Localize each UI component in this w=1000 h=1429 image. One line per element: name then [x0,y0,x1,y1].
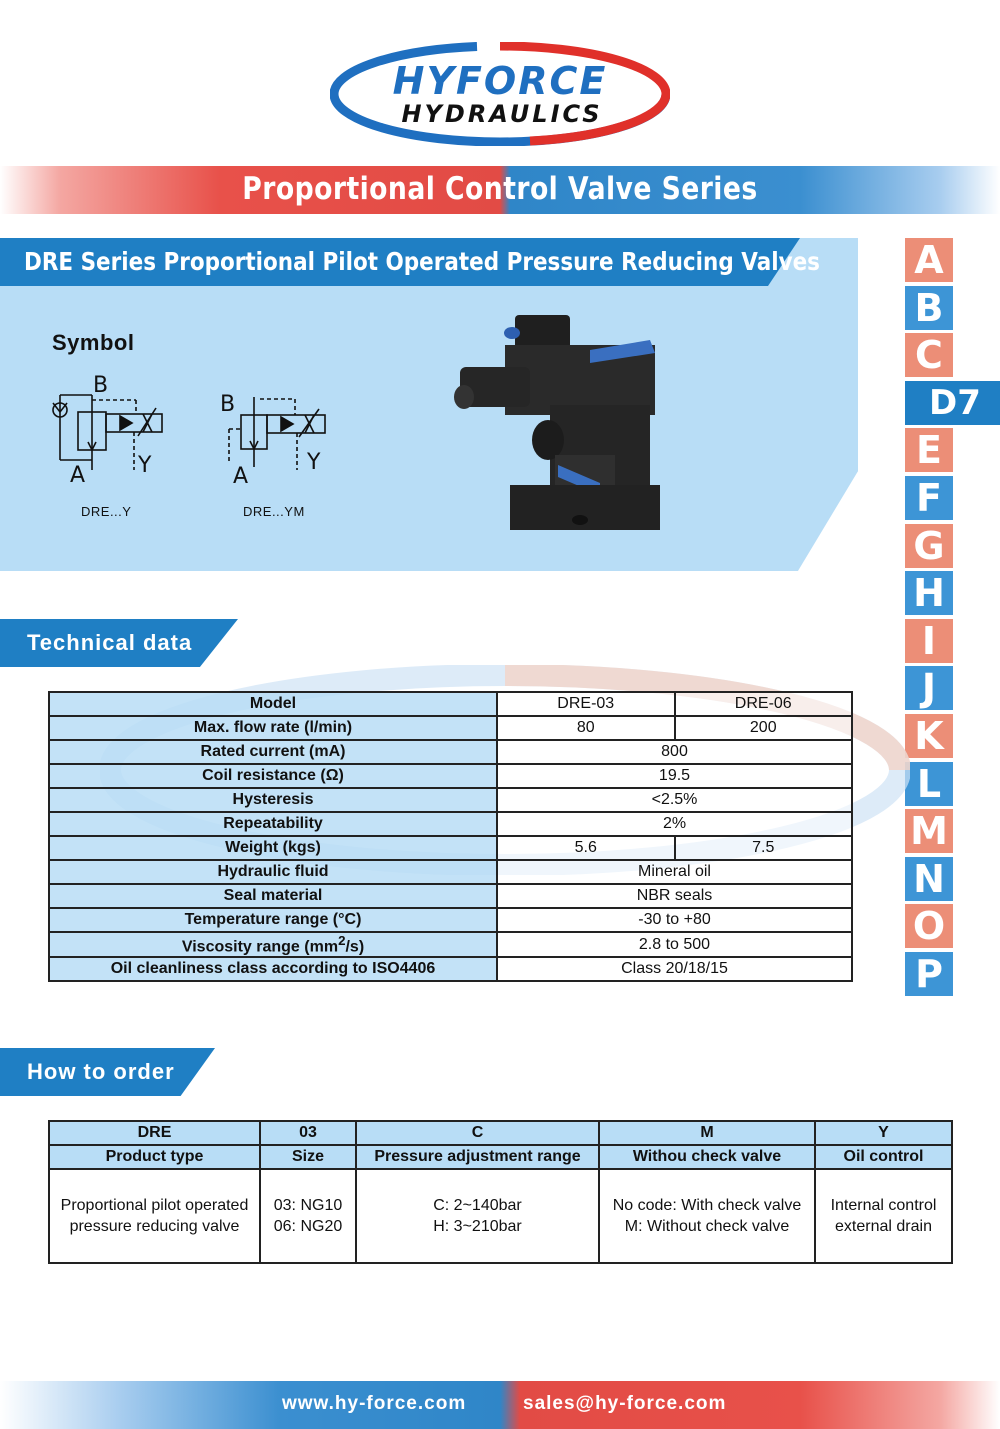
order-heading: How to order [27,1059,175,1084]
index-tab-i[interactable]: I [905,619,953,663]
cell-value: Mineral oil [497,860,852,884]
row-label: Repeatability [49,812,497,836]
table-row [49,1169,952,1263]
hydraulic-symbol-dre-y [48,370,178,490]
cell-value: 80 [497,716,675,740]
table-row [49,692,852,716]
svg-text:B: B [220,392,236,417]
header-cell: Size [260,1145,356,1169]
logo-line2: HYDRAULICS [401,100,603,128]
index-tab-c[interactable]: C [905,333,953,377]
row-label: Model [49,692,497,716]
symbol-caption-2: DRE...YM [243,504,305,519]
email-link[interactable]: sales@hy-force.com [523,1393,727,1414]
detail-cell [260,1169,356,1263]
viscosity-sup: 2 [338,933,346,948]
cell-value: DRE-06 [675,692,853,716]
cell-value: DRE-03 [497,692,675,716]
cell-value: -30 to +80 [497,908,852,932]
index-tab-k[interactable]: K [905,714,953,758]
header-cell: Oil control [815,1145,952,1169]
index-tab-o[interactable]: O [905,904,953,948]
table-row [49,908,852,932]
detail-cell [599,1169,815,1263]
cell-value: NBR seals [497,884,852,908]
row-label: Hydraulic fluid [49,860,497,884]
index-tab-j[interactable]: J [905,666,953,710]
index-tab-d7[interactable]: D7 [905,381,1000,425]
header-cell: Pressure adjustment range [356,1145,599,1169]
code-cell: C [356,1121,599,1145]
svg-text:Y: Y [307,450,321,475]
table-row [49,812,852,836]
index-tab-h[interactable]: H [905,571,953,615]
code-cell: DRE [49,1121,260,1145]
svg-text:A: A [70,463,86,488]
tech-data-heading: Technical data [27,630,193,655]
index-tab-e[interactable]: E [905,428,953,472]
index-tab-f[interactable]: F [905,476,953,520]
product-title: DRE Series Proportional Pilot Operated Pressure Reducing Valves [24,247,820,276]
detail-line: 03: NG10 [273,1197,343,1214]
code-cell: 03 [260,1121,356,1145]
table-row [49,860,852,884]
table-row [49,1145,952,1169]
cell-value: 800 [497,740,852,764]
valve-product-image [450,305,670,540]
index-tab-m[interactable]: M [905,809,953,853]
code-cell: M [599,1121,815,1145]
symbol-label: Symbol [52,330,135,355]
detail-line: No code: With check valve [612,1197,802,1214]
row-label: Seal material [49,884,497,908]
detail-line: 06: NG20 [273,1218,343,1235]
svg-text:A: A [233,464,249,489]
table-row [49,740,852,764]
detail-line: pressure reducing valve [69,1218,240,1235]
table-row [49,884,852,908]
header-cell: Product type [49,1145,260,1169]
index-tab-b[interactable]: B [905,286,953,330]
cell-value: 2% [497,812,852,836]
row-label: Max. flow rate (l/min) [49,716,497,740]
index-tab-a[interactable]: A [905,238,953,282]
hyforce-logo [330,42,670,146]
series-title: Proportional Control Valve Series [242,171,758,207]
table-row [49,716,852,740]
row-label: Hysteresis [49,788,497,812]
index-tab-l[interactable]: L [905,762,953,806]
order-code-table [48,1120,953,1264]
hydraulic-symbol-dre-ym [215,385,335,490]
catalog-index [905,238,981,1000]
cell-value: 2.8 to 500 [497,932,852,957]
index-tab-g[interactable]: G [905,524,953,568]
row-label [49,932,497,957]
footer-bar [0,1381,1000,1429]
detail-cell [49,1169,260,1263]
detail-line: Internal control [830,1197,937,1214]
row-label: Rated current (mA) [49,740,497,764]
row-label: Weight (kgs) [49,836,497,860]
svg-text:Y: Y [138,453,152,478]
website-link[interactable]: www.hy-force.com [282,1393,467,1414]
cell-value: <2.5% [497,788,852,812]
index-tab-n[interactable]: N [905,857,953,901]
cell-value: 7.5 [675,836,853,860]
table-row [49,932,852,957]
detail-line: external drain [835,1218,932,1235]
detail-cell [356,1169,599,1263]
detail-line: M: Without check valve [624,1218,790,1235]
index-tab-p[interactable]: P [905,952,953,996]
table-row [49,788,852,812]
table-row [49,1121,952,1145]
cell-value: 19.5 [497,764,852,788]
detail-line: C: 2~140bar [433,1197,522,1214]
symbol-caption-1: DRE...Y [81,504,132,519]
row-label: Coil resistance (Ω) [49,764,497,788]
table-row [49,764,852,788]
table-row [49,836,852,860]
cell-value: 5.6 [497,836,675,860]
cell-value: 200 [675,716,853,740]
detail-line: Proportional pilot operated [60,1197,249,1214]
svg-text:B: B [93,373,109,398]
header-cell: Withou check valve [599,1145,815,1169]
row-label: Temperature range (°C) [49,908,497,932]
detail-cell [815,1169,952,1263]
cell-value: Class 20/18/15 [497,957,852,981]
table-row [49,957,852,981]
row-label: Oil cleanliness class according to ISO4406 [49,957,497,981]
detail-line: H: 3~210bar [433,1218,522,1235]
viscosity-label: Viscosity range (mm [181,938,339,956]
code-cell: Y [815,1121,952,1145]
logo-line1: HYFORCE [392,59,608,103]
technical-data-table [48,691,853,982]
viscosity-tail: /s) [345,938,365,956]
